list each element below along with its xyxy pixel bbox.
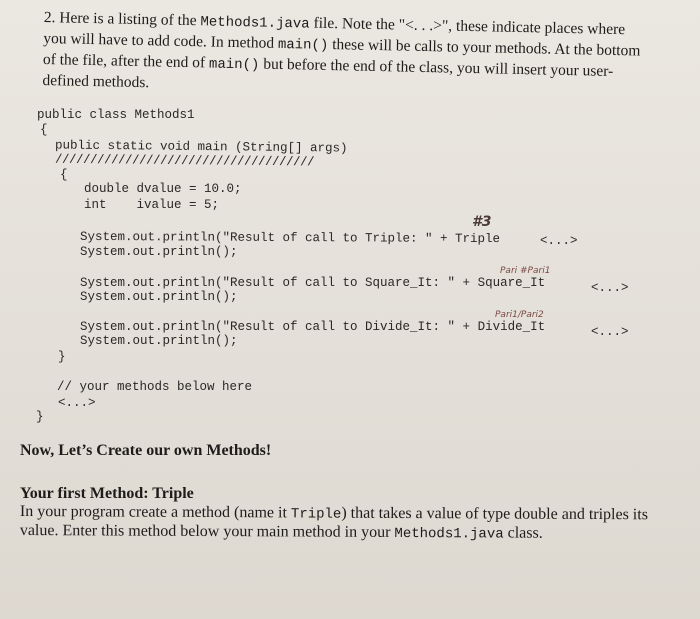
filename-methods1: Methods1.java	[200, 14, 310, 33]
code-brace-open-2: {	[60, 168, 68, 182]
section-paragraph	[20, 503, 680, 544]
code-brace-close-main: }	[58, 350, 66, 364]
code-double-decl: double dvalue = 10.0;	[84, 182, 242, 196]
handwritten-note-3: #3	[472, 214, 492, 230]
code-println-2: System.out.println();	[80, 290, 238, 304]
method-name-triple: Triple	[290, 506, 342, 523]
section-subheading: Your first Method: Triple	[20, 485, 194, 502]
intro-line-4: defined methods.	[42, 71, 150, 92]
code-placeholder-4: <...>	[58, 396, 96, 410]
code-comment: // your methods below here	[57, 380, 253, 394]
intro-paragraph	[42, 8, 644, 103]
code-main-decl: public static void main (String[] args)	[54, 138, 348, 156]
handwritten-note-pari: Pari #Pari1	[500, 266, 551, 276]
intro-line-2: you will have to add code. In method main() these will be calls to your methods. At the bottom	[43, 29, 641, 60]
code-int-decl: int ivalue = 5;	[84, 198, 220, 212]
section-para-line-1: In your program create a method (name it Triple) that takes a value of type double and triples its	[19, 503, 648, 524]
section-heading: Now, Let’s Create our own Methods!	[20, 442, 272, 459]
code-class-decl: public class Methods1	[37, 108, 195, 122]
section-para-line-2: value. Enter this method below your main method in your Methods1.java class.	[19, 521, 543, 543]
code-placeholder-1: <...>	[540, 234, 578, 248]
code-brace-open: {	[40, 123, 48, 137]
code-placeholder-2: <...>	[591, 281, 629, 295]
intro-line-3: of the file, after the end of main() but before the end of the class, you will insert your user-	[42, 50, 614, 80]
code-print-square: System.out.println("Result of call to Square_It: " + Square_It	[80, 276, 546, 290]
handwritten-note-pari-2: Pari1/Pari2	[495, 310, 544, 320]
code-print-triple: System.out.println("Result of call to Triple: " + Triple	[79, 229, 501, 247]
code-println-1: System.out.println();	[80, 245, 238, 259]
code-slashes: /////////////////////////////////////	[54, 152, 315, 170]
code-println-3: System.out.println();	[80, 334, 238, 348]
code-brace-close-class: }	[36, 410, 44, 424]
intro-line-1: 2. Here is a listing of the Methods1.java file. Note the "<. . .>", these indicate places where	[43, 8, 626, 39]
code-placeholder-3: <...>	[591, 325, 629, 339]
code-print-divide: System.out.println("Result of call to Divide_It: " + Divide_It	[80, 320, 546, 334]
filename-methods1-2: Methods1.java	[394, 525, 504, 543]
